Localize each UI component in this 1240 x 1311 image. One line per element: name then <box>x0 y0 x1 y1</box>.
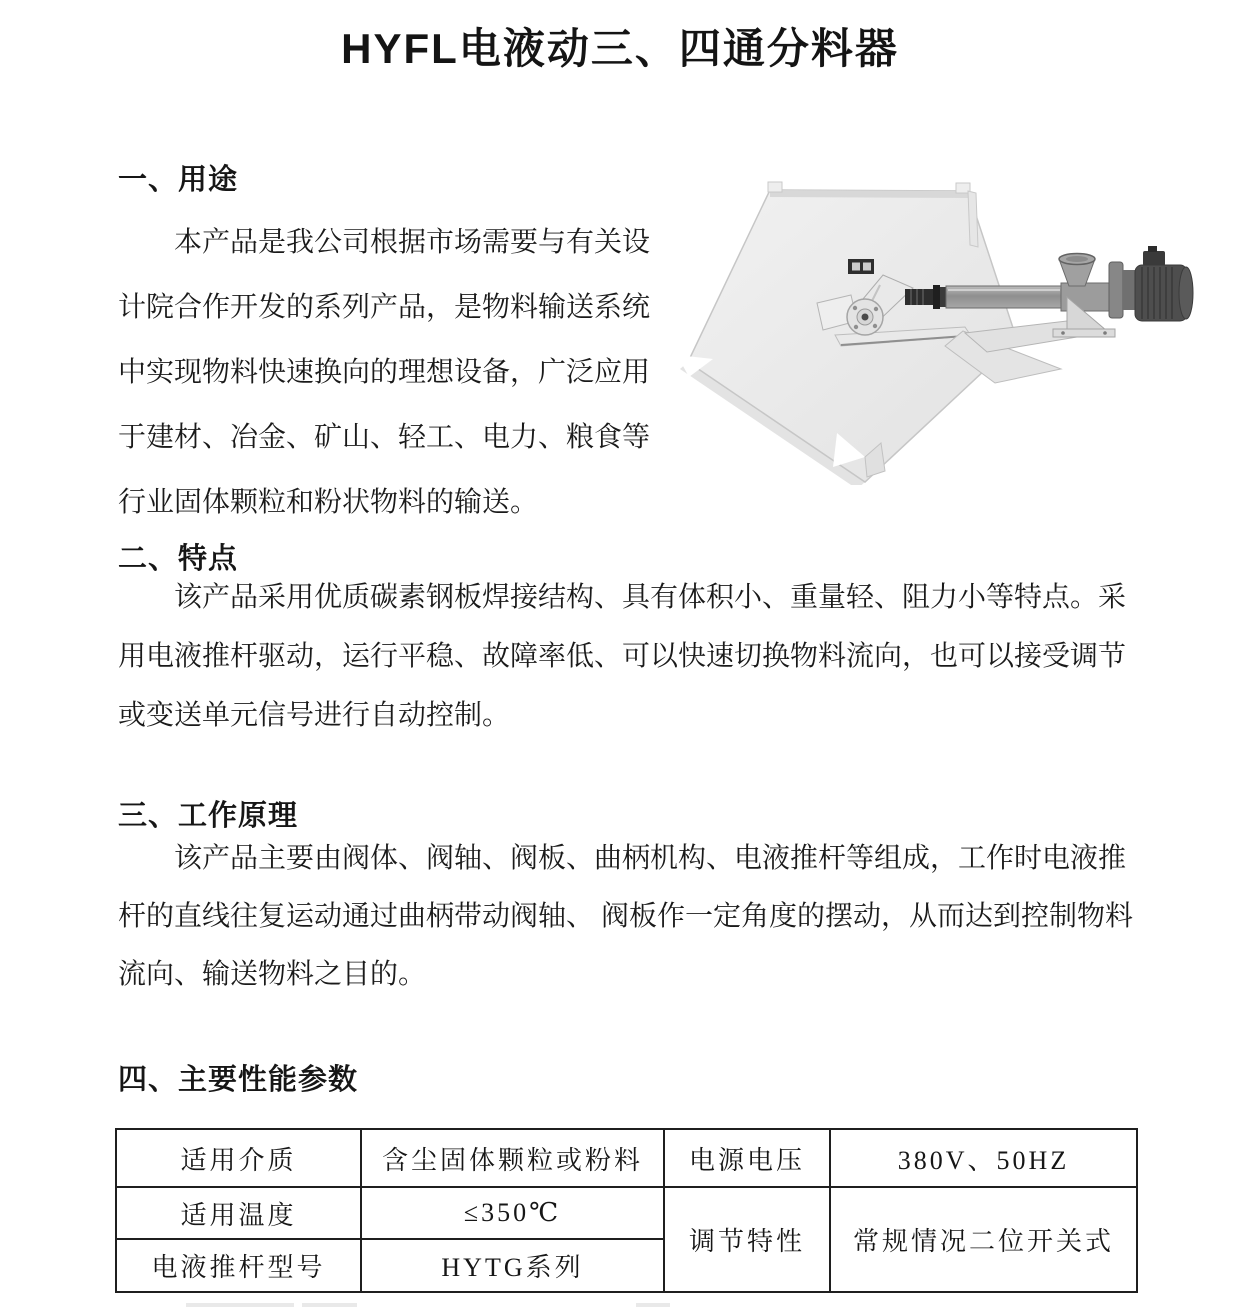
paragraph-line: 本产品是我公司根据市场需要与有关设 <box>174 227 651 258</box>
paragraph-usage <box>118 210 658 535</box>
cell-voltage-value: 380V、50HZ <box>830 1129 1137 1187</box>
scan-ghost-mark <box>636 1303 670 1307</box>
section-heading-usage: 一、用途 <box>118 164 239 196</box>
paragraph-line: 计院合作开发的系列产品，是物料输送系统 <box>118 292 651 323</box>
section-heading-features: 二、特点 <box>118 543 239 575</box>
paragraph-line: 行业固体颗粒和粉状物料的输送。 <box>118 487 539 518</box>
paragraph-features <box>118 568 1138 745</box>
table-row <box>116 1129 1137 1187</box>
table-row <box>116 1187 1137 1239</box>
paragraph-line: 该产品主要由阀体、阀轴、阀板、曲柄机构、电液推杆等组成，工作时电液推 <box>174 843 1127 874</box>
scan-ghost-mark <box>302 1303 357 1307</box>
cell-medium-value: 含尘固体颗粒或粉料 <box>361 1129 664 1187</box>
product-photo <box>665 155 1240 485</box>
paragraph-line: 或变送单元信号进行自动控制。 <box>118 700 511 731</box>
cell-actuator-model-label: 电液推杆型号 <box>116 1239 361 1292</box>
top-flange-strip <box>770 190 968 198</box>
cell-temperature-label: 适用温度 <box>116 1187 361 1239</box>
cell-regulation-value: 常规情况二位开关式 <box>830 1187 1137 1292</box>
cell-regulation-label: 调节特性 <box>664 1187 830 1292</box>
oil-funnel <box>1059 254 1095 287</box>
nameplate <box>848 259 874 274</box>
paragraph-line: 于建材、冶金、矿山、轻工、电力、粮食等 <box>118 422 651 453</box>
top-left-tab <box>768 182 782 192</box>
cell-actuator-model-value: HYTG系列 <box>361 1239 664 1292</box>
right-edge-tab <box>968 191 978 247</box>
paragraph-line: 用电液推杆驱动，运行平稳、故障率低、可以快速切换物料流向，也可以接受调节 <box>118 641 1127 672</box>
cell-medium-label: 适用介质 <box>116 1129 361 1187</box>
section-heading-principle: 三、工作原理 <box>118 800 299 832</box>
paragraph-line: 流向、输送物料之目的。 <box>118 959 427 990</box>
page-title: HYFL电液动三、四通分料器 <box>341 25 899 72</box>
cell-voltage-label: 电源电压 <box>664 1129 830 1187</box>
paragraph-line: 杆的直线往复运动通过曲柄带动阀轴、 阀板作一定角度的摆动，从而达到控制物料 <box>118 901 1134 932</box>
paragraph-line: 中实现物料快速换向的理想设备，广泛应用 <box>118 357 651 388</box>
scan-ghost-mark <box>186 1303 294 1307</box>
section-heading-parameters: 四、主要性能参数 <box>118 1064 359 1096</box>
paragraph-principle <box>118 830 1138 1004</box>
diverter-valve-photo-svg <box>665 155 1240 485</box>
paragraph-line: 该产品采用优质碳素钢板焊接结构、具有体积小、重量轻、阻力小等特点。采 <box>174 582 1127 613</box>
motor <box>1109 246 1193 321</box>
parameters-table <box>115 1128 1138 1293</box>
cell-temperature-value: ≤350℃ <box>361 1187 664 1239</box>
